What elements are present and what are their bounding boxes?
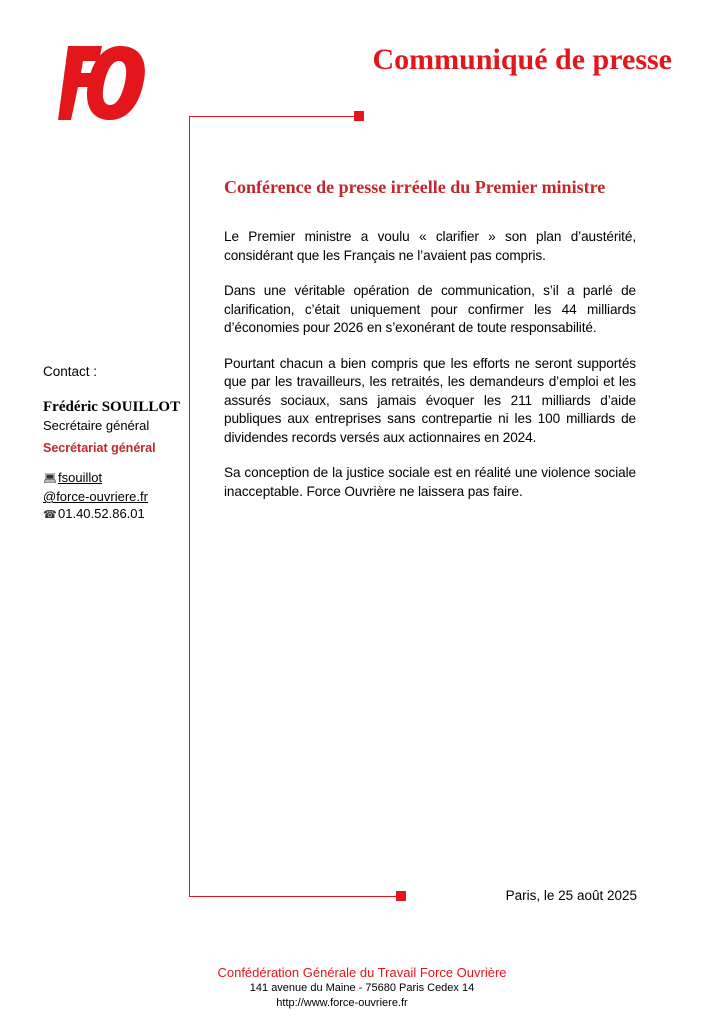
email-link-part1[interactable]: fsouillot bbox=[58, 470, 103, 485]
press-release-body bbox=[224, 228, 636, 518]
contact-phone: 01.40.52.86.01 bbox=[58, 506, 145, 521]
contact-phone-row bbox=[43, 505, 183, 524]
footer bbox=[0, 964, 724, 1011]
email-link-part2[interactable]: @force-ouvriere.fr bbox=[43, 489, 148, 504]
contact-email-row-2 bbox=[43, 488, 183, 505]
body-paragraph-1: Le Premier ministre a voulu « clarifier » son plan d’austérité, considérant que les Français ne l’avaient pas compris. bbox=[224, 229, 636, 263]
contact-name: Frédéric SOUILLOT bbox=[43, 399, 181, 415]
contact-email-row bbox=[43, 469, 183, 488]
body-paragraph-2: Dans une véritable opération de communication, s’il a parlé de clarification, c’était uniquement pour confirmer les 44 milliards d’économies pour 2026 en s’exonérant de toute responsabilité. bbox=[224, 283, 636, 335]
frame-top-square bbox=[354, 111, 364, 121]
footer-address: 141 avenue du Maine - 75680 Paris Cedex 14 bbox=[249, 982, 475, 994]
contact-department: Secrétariat général bbox=[43, 441, 156, 455]
contact-role: Secrétaire général bbox=[43, 418, 150, 433]
contact-sidebar bbox=[43, 364, 183, 524]
laptop-icon: 💻︎ bbox=[43, 473, 57, 485]
body-paragraph-4: Sa conception de la justice sociale est en réalité une violence sociale inacceptable. Force Ouvrière ne laissera pas faire. bbox=[224, 465, 636, 499]
press-release-headline: Conférence de presse irréelle du Premier ministre bbox=[224, 177, 606, 197]
footer-website[interactable]: http://www.force-ouvriere.fr bbox=[276, 997, 408, 1009]
frame-bottom-square bbox=[396, 891, 406, 901]
footer-organization: Confédération Générale du Travail Force Ouvrière bbox=[217, 965, 507, 980]
document-type-title: Communiqué de presse bbox=[372, 43, 672, 76]
body-paragraph-3: Pourtant chacun a bien compris que les efforts ne seront supportés que par les travailleurs, les retraités, les demandeurs d’emploi et les assurés sociaux, sans jamais évoquer les 211 milliards d’aide publiques aux entreprises sans contrepartie ni les 100 milliards de dividendes records versés aux actionnaires en 2024. bbox=[224, 355, 636, 445]
fo-logo bbox=[58, 42, 148, 124]
contact-label: Contact : bbox=[43, 364, 98, 379]
place-date: Paris, le 25 août 2025 bbox=[505, 888, 637, 903]
frame-left-line bbox=[189, 116, 190, 897]
fo-logo-icon bbox=[58, 42, 148, 124]
phone-icon: ☎︎ bbox=[43, 509, 57, 521]
frame-bottom-line bbox=[189, 896, 401, 897]
frame-top-line bbox=[189, 116, 359, 117]
